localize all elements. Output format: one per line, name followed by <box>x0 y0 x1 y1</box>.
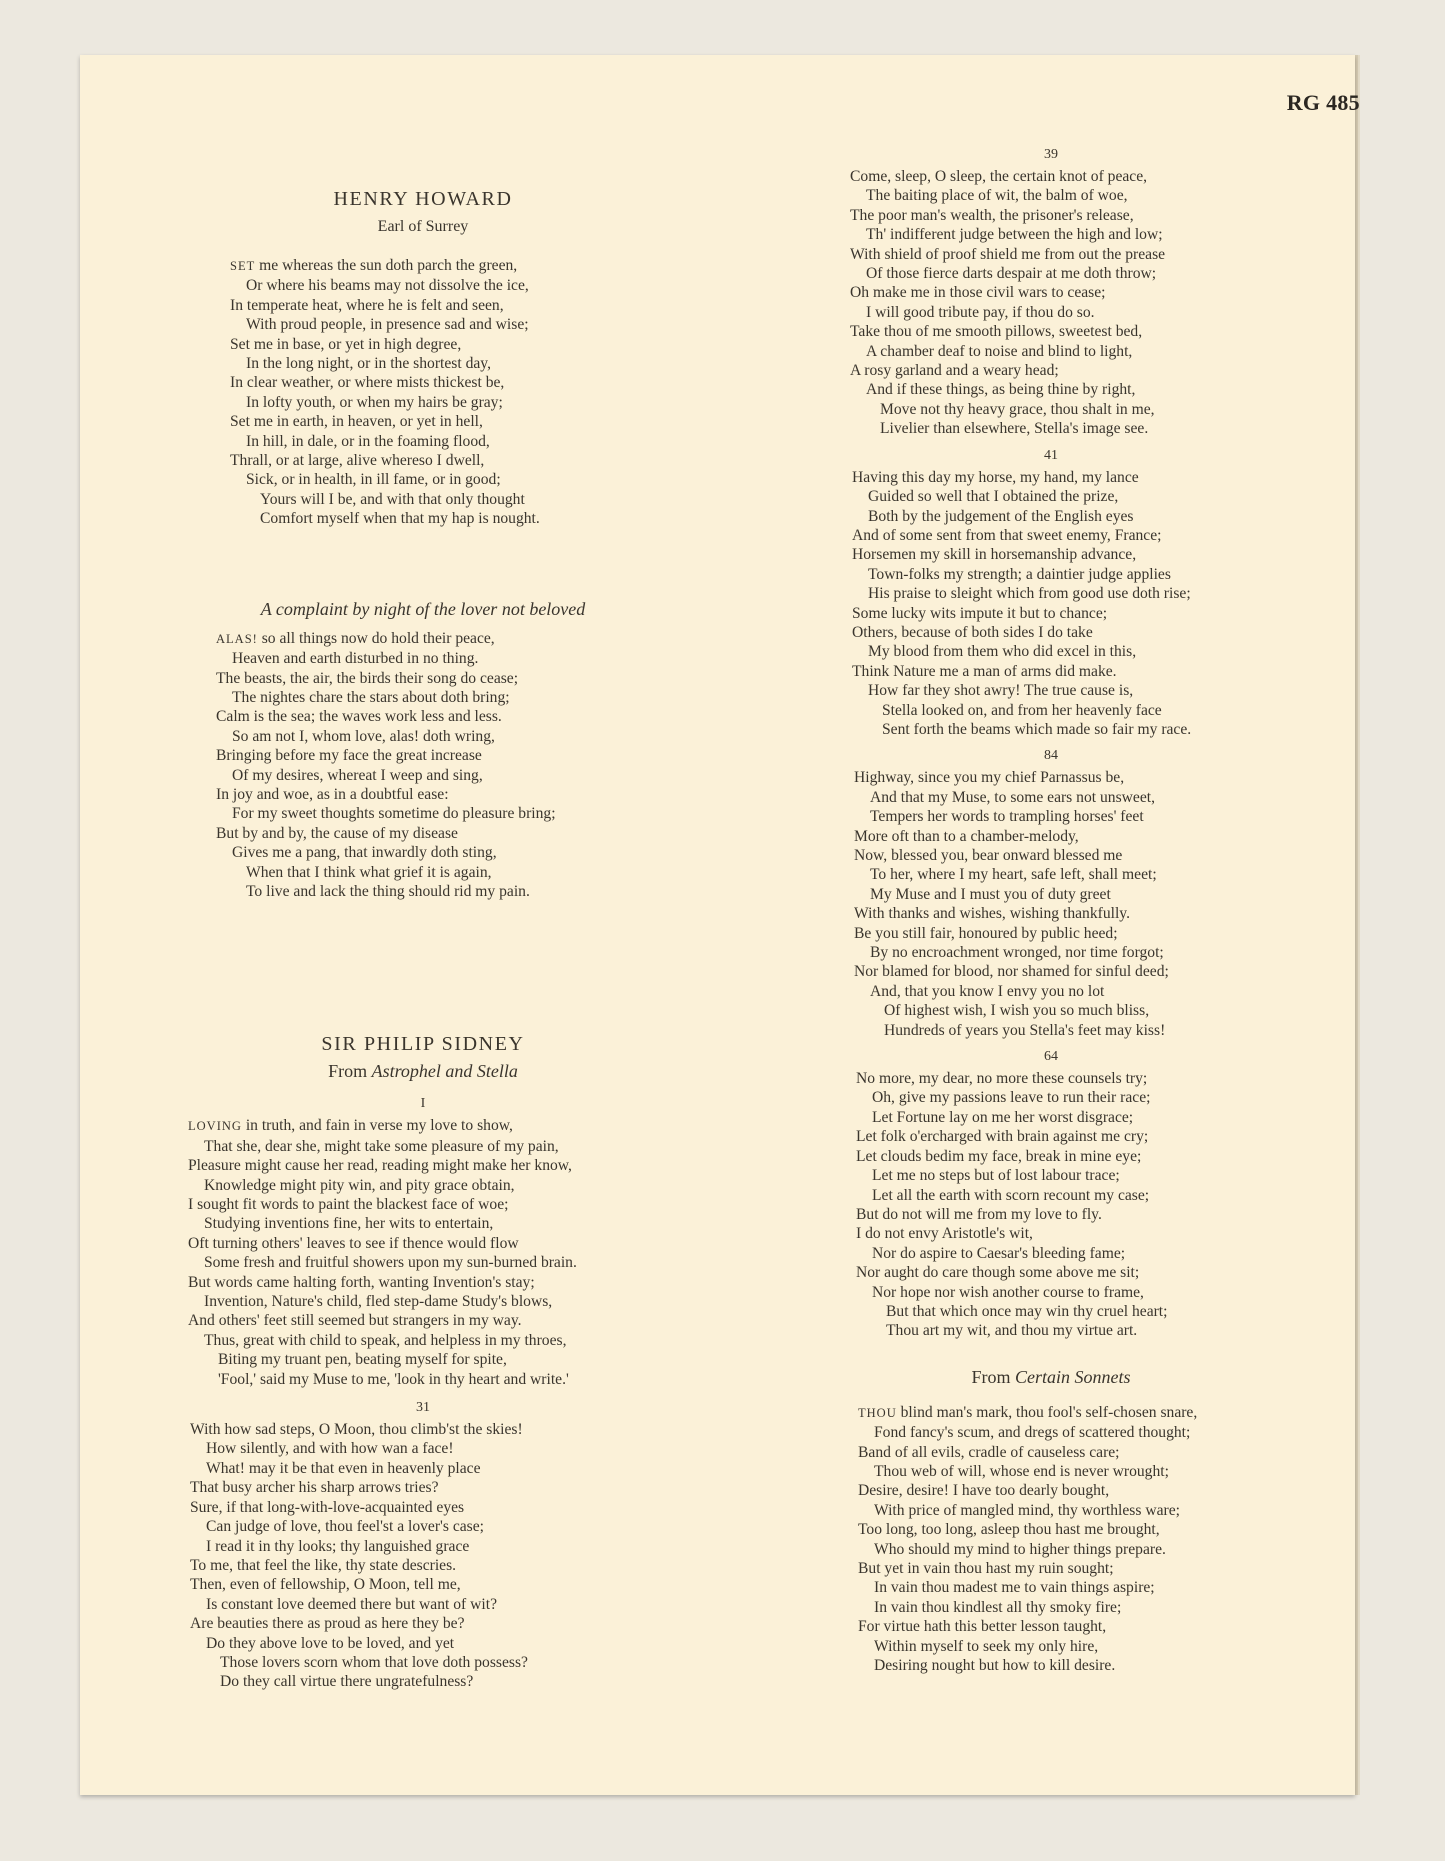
sonnet-64 <box>856 1069 1268 1341</box>
section-title-certain-sonnets <box>834 1365 1268 1389</box>
first-word-small-caps: THOU <box>858 1405 897 1420</box>
poem-line: In lofty youth, or when my hairs be gray; <box>246 393 503 411</box>
poem-line: With thanks and wishes, wishing thankfully. <box>854 905 1130 923</box>
poem-line: Of those fierce darts despair at me doth throw; <box>866 265 1157 283</box>
poem-line: 'Fool,' said my Muse to me, 'look in thy heart and write.' <box>218 1370 569 1388</box>
poem-line: I do not envy Aristotle's wit, <box>856 1225 1033 1243</box>
poem-line: Oh, give my passions leave to run their race; <box>872 1089 1151 1107</box>
page-code: RG 485 <box>1286 90 1360 115</box>
poem-title-complaint: A complaint by night of the lover not beloved <box>260 598 586 619</box>
poem-line: Gives me a pang, that inwardly doth sting, <box>232 844 497 862</box>
poem-line: Comfort myself when that my hap is nought. <box>260 510 540 528</box>
poem-line: I will good tribute pay, if thou do so. <box>866 303 1095 321</box>
poem-line: Heaven and earth disturbed in no thing. <box>232 650 479 668</box>
poem-line: Thrall, or at large, alive whereso I dwell, <box>230 452 485 470</box>
poem-line: With proud people, in presence sad and wise; <box>246 316 529 334</box>
poem-line: Do they above love to be loved, and yet <box>206 1634 455 1652</box>
poem-line: With how sad steps, O Moon, thou climb'st the skies! <box>190 1421 523 1439</box>
sonnet-1 <box>188 1116 658 1389</box>
poem-line: Let me no steps but of lost labour trace; <box>872 1167 1120 1185</box>
poem-line: The nightes chare the stars about doth bring; <box>232 688 510 706</box>
poem-line: Take thou of me smooth pillows, sweetest bed, <box>850 323 1143 341</box>
poem-line: I sought fit words to paint the blackest face of woe; <box>188 1196 509 1213</box>
poem-line: Can judge of love, thou feel'st a lover's case; <box>206 1518 484 1536</box>
poem-line: My blood from them who did excel in this, <box>868 643 1137 661</box>
poem-line: To me, that feel the like, thy state descries. <box>190 1556 457 1574</box>
poem-line: How far they shot awry! The true cause is, <box>868 682 1134 700</box>
poem-line: Within myself to seek my only hire, <box>874 1637 1099 1655</box>
poem-line: Then, even of fellowship, O Moon, tell me, <box>190 1576 461 1594</box>
poem-line: Now, blessed you, bear onward blessed me <box>854 847 1123 864</box>
poem-line: With shield of proof shield me from out the prease <box>850 245 1166 263</box>
poem-line: Yours will I be, and with that only thought <box>260 490 525 508</box>
poem-line: Let all the earth with scorn recount my case; <box>872 1186 1150 1204</box>
poem-line: In joy and woe, as in a doubtful ease: <box>216 785 449 803</box>
first-word-small-caps: SET <box>230 259 256 273</box>
sonnet-84 <box>854 768 1268 1040</box>
poem-line: Band of all evils, cradle of causeless care; <box>858 1443 1120 1461</box>
poem-line: Tempers her words to trampling horses' feet <box>870 808 1144 826</box>
poem-line: For my sweet thoughts sometime do pleasure bring; <box>232 805 556 823</box>
poem-line: Having this day my horse, my hand, my lance <box>852 468 1139 486</box>
poem-line: For virtue hath this better lesson taught, <box>858 1618 1107 1636</box>
poem-line: Is constant love deemed there but want of wit? <box>206 1595 497 1613</box>
poet-name-sidney: SIR PHILIP SIDNEY <box>321 1033 525 1056</box>
work-name: Astrophel and Stella <box>371 1061 518 1082</box>
poem-line: No more, my dear, no more these counsels try; <box>856 1070 1148 1088</box>
poem-line: But words came halting forth, wanting Invention's stay; <box>188 1273 535 1291</box>
poem-line: That she, dear she, might take some pleasure of my pain, <box>204 1137 559 1155</box>
poem-line: Desire, desire! I have too dearly bought, <box>858 1482 1110 1500</box>
poem-line: Nor blamed for blood, nor shamed for sinful deed; <box>854 963 1169 981</box>
poem-line: In hill, in dale, or in the foaming flood, <box>246 432 490 450</box>
poem-line: Those lovers scorn whom that love doth possess? <box>220 1653 528 1671</box>
poem-line: To her, where I my heart, safe left, shall meet; <box>870 866 1157 884</box>
poem-line: Be you still fair, honoured by public heed; <box>854 924 1118 942</box>
poem-line: Highway, since you my chief Parnassus be, <box>854 769 1125 787</box>
poem-line: So am not I, whom love, alas! doth wring, <box>232 727 495 745</box>
sonnet-39 <box>850 167 1268 439</box>
poem-line: Invention, Nature's child, fled step-dame Study's blows, <box>204 1293 553 1311</box>
work-title-astrophel <box>188 1059 658 1083</box>
poem-line: Some lucky wits impute it but to chance; <box>852 604 1108 622</box>
poem-line: Let Fortune lay on me her worst disgrace; <box>872 1108 1134 1126</box>
poem-set-me-whereas <box>230 256 658 529</box>
poem-line: But by and by, the cause of my disease <box>216 824 458 842</box>
poem-line: Both by the judgement of the English eyes <box>868 507 1134 525</box>
poem-line: Livelier than elsewhere, Stella's image see. <box>880 420 1149 438</box>
sonnet-31 <box>190 1420 658 1692</box>
poem-line: Of highest wish, I wish you so much bliss, <box>884 1002 1150 1020</box>
poem-line: And that my Muse, to some ears not unsweet, <box>870 788 1155 806</box>
certain-sonnet <box>858 1403 1268 1676</box>
poem-line: Guided so well that I obtained the prize, <box>868 488 1119 506</box>
poem-line: But yet in vain thou hast my ruin sought; <box>858 1560 1114 1577</box>
poem-line: Knowledge might pity win, and pity grace obtain, <box>204 1176 515 1194</box>
poem-line: Think Nature me a man of arms did make. <box>852 662 1117 680</box>
from-label: From <box>971 1366 1015 1387</box>
poem-line: A chamber deaf to noise and blind to light, <box>866 342 1133 360</box>
poem-line: Or where his beams may not dissolve the ice, <box>246 277 529 295</box>
poem-line: SET me whereas the sun doth parch the green, <box>230 257 518 274</box>
sonnet-number-39: 39 <box>1044 147 1058 162</box>
poem-line: In vain thou kindlest all thy smoky fire; <box>874 1598 1122 1616</box>
poem-line: Calm is the sea; the waves work less and less. <box>216 708 502 726</box>
first-word-small-caps: ALAS! <box>216 631 258 646</box>
poem-complaint <box>216 629 658 902</box>
poem-line: My Muse and I must you of duty greet <box>870 885 1111 903</box>
poem-line: Let folk o'ercharged with brain against me cry; <box>856 1128 1149 1146</box>
poem-line: Horsemen my skill in horsemanship advance, <box>852 546 1137 564</box>
poem-line: Oh make me in those civil wars to cease; <box>850 284 1106 302</box>
poem-line: Thou web of will, whose end is never wrought; <box>874 1462 1169 1480</box>
poem-line: And, that you know I envy you no lot <box>870 982 1105 1000</box>
first-word-small-caps: LOVING <box>188 1119 242 1134</box>
poet-name-surrey: HENRY HOWARD <box>333 188 513 210</box>
poem-line: I read it in thy looks; thy languished grace <box>206 1537 470 1555</box>
poem-line: In vain thou madest me to vain things aspire; <box>874 1579 1155 1597</box>
poem-line: But do not will me from my love to fly. <box>856 1205 1102 1223</box>
poem-line: More oft than to a chamber-melody, <box>854 827 1079 845</box>
poem-line: The beasts, the air, the birds their song do cease; <box>216 669 519 687</box>
poem-line: The baiting place of wit, the balm of woe, <box>866 187 1128 205</box>
poem-line: LOVING in truth, and fain in verse my love to show, <box>188 1117 513 1135</box>
poem-line: Th' indifferent judge between the high and low; <box>866 226 1163 244</box>
poem-line: Desiring nought but how to kill desire. <box>874 1657 1116 1675</box>
poem-line: Fond fancy's scum, and dregs of scattered thought; <box>874 1424 1191 1442</box>
poem-line: Others, because of both sides I do take <box>852 623 1093 641</box>
poem-line: Sick, or in health, in ill fame, or in good; <box>246 471 501 489</box>
work-name: Certain Sonnets <box>1015 1366 1131 1387</box>
poem-line: What! may it be that even in heavenly place <box>206 1459 481 1477</box>
poem-line: By no encroachment wronged, nor time forgot; <box>870 944 1164 962</box>
poem-line: Thus, great with child to speak, and helpless in my throes, <box>204 1331 567 1349</box>
poem-line: Set me in base, or yet in high degree, <box>230 335 462 353</box>
poem-line: Of my desires, whereat I weep and sing, <box>232 766 483 784</box>
poem-line: A rosy garland and a weary head; <box>850 362 1059 380</box>
poem-line: How silently, and with how wan a face! <box>206 1440 454 1458</box>
poem-line: Nor do aspire to Caesar's bleeding fame; <box>872 1244 1126 1262</box>
sonnet-number-84: 84 <box>1044 748 1058 764</box>
poem-line: Sure, if that long-with-love-acquainted eyes <box>190 1498 465 1516</box>
poem-line: Oft turning others' leaves to see if thence would flow <box>188 1234 519 1252</box>
from-label: From <box>328 1061 372 1082</box>
poem-line: When that I think what grief it is again, <box>246 863 492 881</box>
poem-line: ALAS! so all things now do hold their peace, <box>216 629 495 647</box>
left-column <box>188 186 658 1692</box>
poem-line: Who should my mind to higher things prepare. <box>874 1540 1166 1558</box>
poem-line: Come, sleep, O sleep, the certain knot of peace, <box>850 168 1148 185</box>
poem-line: Are beauties there as proud as here they be? <box>190 1615 465 1633</box>
poem-line: Pleasure might cause her read, reading might make her know, <box>188 1157 572 1175</box>
poem-line: Set me in earth, in heaven, or yet in hell, <box>230 413 483 431</box>
sonnet-41 <box>852 468 1268 740</box>
poem-line: But that which once may win thy cruel heart; <box>886 1302 1168 1320</box>
sonnet-number-31: 31 <box>416 1400 430 1416</box>
poem-line: In temperate heat, where he is felt and seen, <box>230 296 504 314</box>
poem-line: And if these things, as being thine by right, <box>866 381 1136 399</box>
poem-line: His praise to sleight which from good use doth rise; <box>868 585 1191 603</box>
poem-line: Some fresh and fruitful showers upon my sun-burned brain. <box>204 1254 577 1272</box>
poem-line: Hundreds of years you Stella's feet may kiss! <box>884 1021 1166 1039</box>
poem-line: Nor hope nor wish another course to frame, <box>872 1283 1144 1301</box>
sonnet-number-41: 41 <box>1044 447 1058 463</box>
poem-line: In clear weather, or where mists thickest be, <box>230 374 505 392</box>
poem-line: Studying inventions fine, her wits to entertain, <box>204 1215 494 1233</box>
poem-line: THOU blind man's mark, thou fool's self-chosen snare, <box>858 1403 1198 1421</box>
poem-line: In the long night, or in the shortest day, <box>246 355 491 373</box>
poem-line: Town-folks my strength; a daintier judge applies <box>868 565 1171 583</box>
sonnet-number-64: 64 <box>1044 1049 1058 1065</box>
poem-line: And of some sent from that sweet enemy, France; <box>852 526 1162 544</box>
poem-line: Thou art my wit, and thou my virtue art. <box>886 1322 1138 1340</box>
poem-line: Sent forth the beams which made so fair my race. <box>882 720 1192 738</box>
poem-line: That busy archer his sharp arrows tries? <box>190 1479 439 1497</box>
poem-line: Bringing before my face the great increase <box>216 747 482 765</box>
poem-line: Move not thy heavy grace, thou shalt in me, <box>880 400 1155 418</box>
poem-line: Stella looked on, and from her heavenly face <box>882 701 1162 719</box>
right-column <box>848 146 1268 1675</box>
poem-line: To live and lack the thing should rid my pain. <box>246 882 530 900</box>
sonnet-number-1: I <box>420 1096 426 1112</box>
poem-line: Biting my truant pen, beating myself for spite, <box>218 1351 507 1369</box>
poem-line: The poor man's wealth, the prisoner's release, <box>850 206 1134 224</box>
poem-line: Do they call virtue there ungratefulness? <box>220 1673 474 1691</box>
poem-line: Too long, too long, asleep thou hast me brought, <box>858 1521 1160 1539</box>
poem-line: Let clouds bedim my face, break in mine eye; <box>856 1147 1142 1165</box>
poem-line: And others' feet still seemed but strangers in my way. <box>188 1312 522 1330</box>
poem-line: With price of mangled mind, thy worthless ware; <box>874 1501 1180 1519</box>
poem-line: Nor aught do care though some above me sit; <box>856 1264 1140 1282</box>
poet-title-surrey: Earl of Surrey <box>377 218 469 235</box>
